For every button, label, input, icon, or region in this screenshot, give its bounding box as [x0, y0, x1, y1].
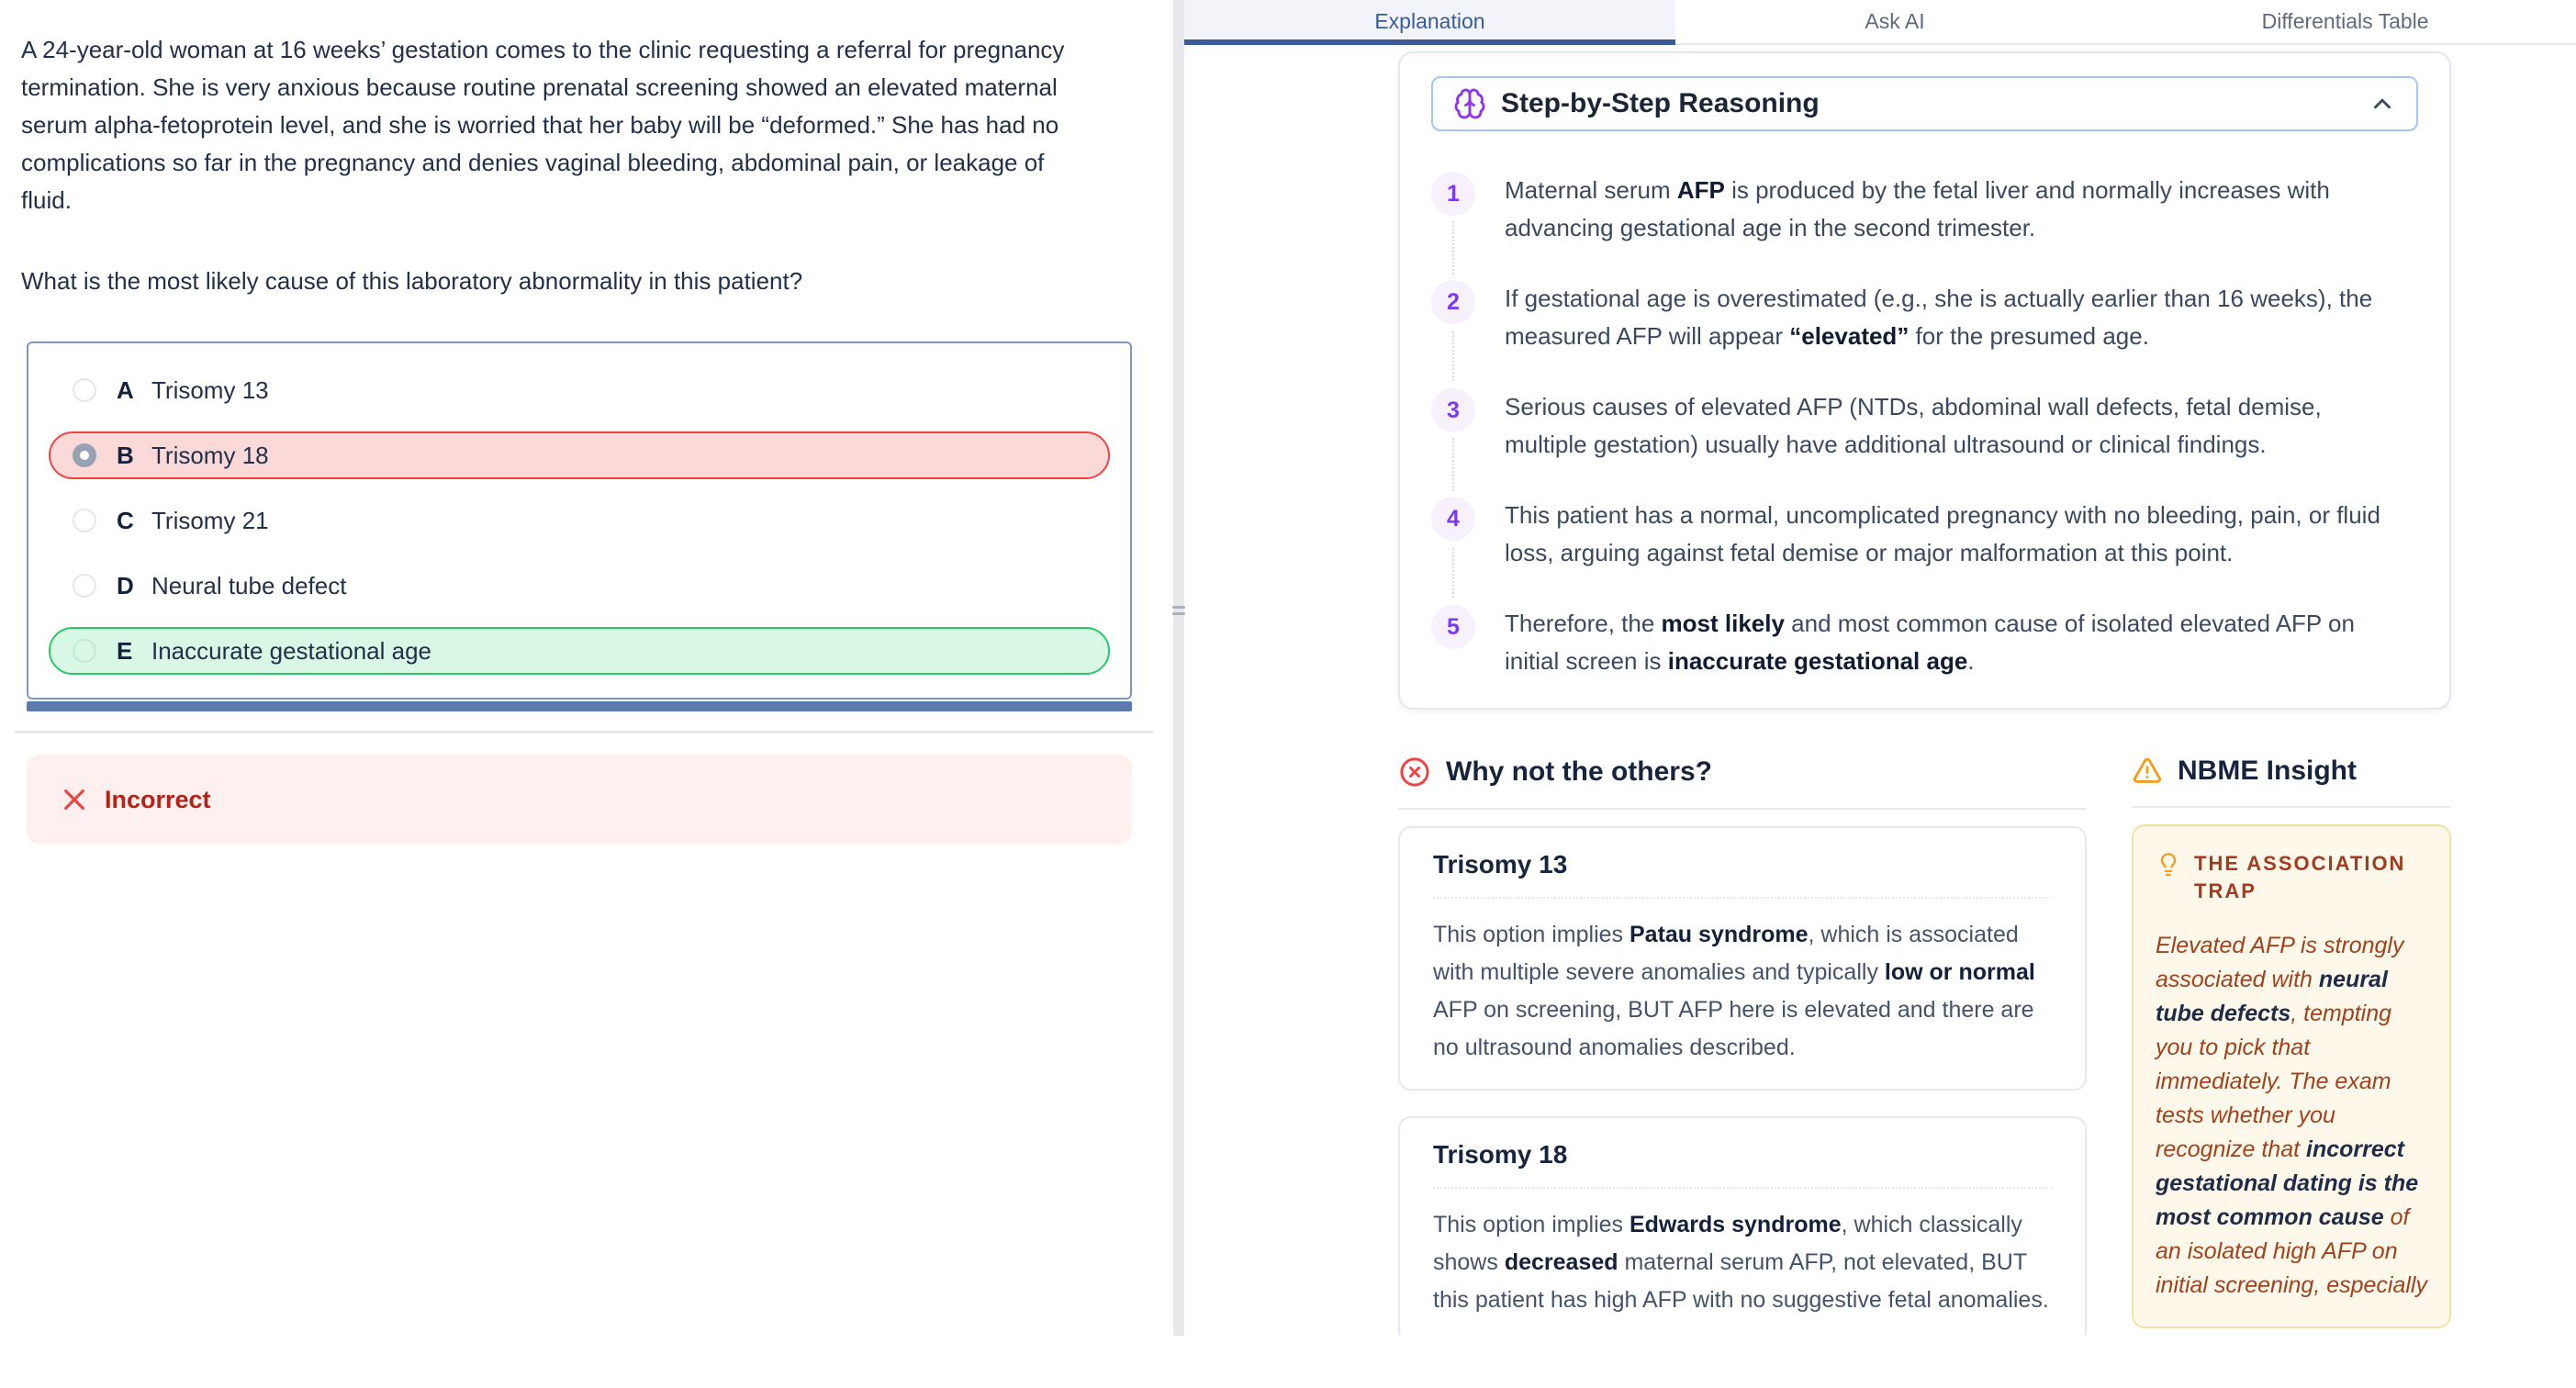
- step-text: Therefore, the most likely and most common cause of isolated elevated AFP on initial screen is inaccurate gestational age.: [1505, 610, 2355, 675]
- reasoning-step: [1431, 605, 2418, 680]
- section-title: Why not the others?: [1446, 756, 1712, 787]
- x-circle-icon: [1398, 756, 1431, 789]
- horizontal-divider: [15, 731, 1153, 733]
- tab-differentials-table[interactable]: Differentials Table: [2114, 0, 2576, 43]
- why-card-title: Trisomy 18: [1433, 1140, 1568, 1169]
- reasoning-steps: [1431, 172, 2418, 680]
- option-d[interactable]: [49, 562, 1110, 610]
- step-text: This patient has a normal, uncomplicated pregnancy with no bleeding, pain, or fluid loss, arguing against fetal demise or major malformation at this point.: [1505, 501, 2380, 566]
- chevron-up-icon: [2369, 90, 2396, 118]
- question-stem: [0, 31, 1173, 300]
- panel-resize-handle[interactable]: [1173, 0, 1184, 1336]
- step-text: Maternal serum AFP is produced by the fetal liver and normally increases with advancing gestational age in the second trimester.: [1505, 176, 2330, 241]
- brain-icon: [1453, 87, 1486, 120]
- warning-triangle-icon: [2132, 756, 2163, 787]
- radio-button-selected: [73, 443, 96, 467]
- option-label: Trisomy 18: [151, 441, 269, 469]
- reasoning-step: [1431, 280, 2418, 355]
- explanation-content: [1184, 45, 2576, 1336]
- reasoning-step: [1431, 172, 2418, 247]
- reasoning-collapse-header[interactable]: [1431, 76, 2418, 131]
- result-label: Incorrect: [105, 785, 211, 813]
- radio-button: [73, 574, 96, 598]
- option-label: Neural tube defect: [151, 571, 347, 599]
- radio-button: [73, 378, 96, 402]
- reasoning-step: [1431, 497, 2418, 572]
- question-paragraph: A 24-year-old woman at 16 weeks’ gestation comes to the clinic requesting a referral for pregnancy termination. She is very anxious because routine prenatal screening showed an elevated maternal serum alpha-fetoprotein level, and she is worried that her baby will be “deformed.” She has had no complications so far in the pregnancy and denies vaginal bleeding, abdominal pain, or leakage of fluid.: [21, 36, 1065, 214]
- option-letter: C: [117, 506, 134, 534]
- section-rule: [1398, 808, 2087, 810]
- option-label: Trisomy 21: [151, 506, 269, 534]
- step-text: Serious causes of elevated AFP (NTDs, abdominal wall defects, fetal demise, multiple gestation) usually have additional ultrasound or clinical findings.: [1505, 393, 2322, 458]
- insight-body: Elevated AFP is strongly associated with neural tube defects, tempting you to pick that immediately. The exam tests whether you recognize that incorrect gestational dating is the most common cause of an isolated high AFP on initial screening, especially: [2156, 933, 2427, 1298]
- section-title: NBME Insight: [2178, 756, 2357, 786]
- nbme-insight-card: [2132, 824, 2451, 1328]
- reasoning-title: Step-by-Step Reasoning: [1501, 88, 1820, 118]
- card-divider: [1433, 897, 2052, 899]
- question-lead-in: What is the most likely cause of this laboratory abnormality in this patient?: [21, 267, 803, 295]
- option-letter: E: [117, 636, 133, 665]
- option-label: Trisomy 13: [151, 375, 269, 404]
- insight-card-title: THE ASSOCIATION TRAP: [2194, 852, 2406, 902]
- insight-card-header: [2156, 850, 2427, 905]
- bottom-sections: [1398, 756, 2451, 1336]
- why-card-title: Trisomy 13: [1433, 850, 1568, 879]
- tab-explanation[interactable]: Explanation: [1184, 0, 1675, 43]
- step-number-badge: 5: [1431, 605, 1475, 649]
- nbme-insight-heading: [2132, 756, 2451, 787]
- why-not-section: [1398, 756, 2087, 1336]
- option-letter: D: [117, 571, 134, 599]
- card-divider: [1433, 1187, 2052, 1189]
- section-rule: [2132, 806, 2451, 808]
- radio-button: [73, 639, 96, 663]
- grip-icon: [1172, 606, 1185, 615]
- option-label: Inaccurate gestational age: [151, 636, 431, 665]
- x-icon: [60, 785, 89, 814]
- tab-bar: [1184, 0, 2576, 45]
- why-not-card-trisomy-13: [1398, 826, 2087, 1091]
- step-number-badge: 3: [1431, 388, 1475, 432]
- why-card-body: This option implies Patau syndrome, which is associated with multiple severe anomalies and typically low or normal AFP on screening, BUT AFP here is elevated and there are no ultrasound anomalies described.: [1433, 922, 2035, 1060]
- tab-ask-ai[interactable]: Ask AI: [1675, 0, 2114, 43]
- reasoning-step: [1431, 388, 2418, 464]
- option-letter: B: [117, 441, 134, 469]
- option-a[interactable]: [49, 366, 1110, 414]
- step-number-badge: 2: [1431, 280, 1475, 324]
- step-text: If gestational age is overestimated (e.g., she is actually earlier than 16 weeks), the measured AFP will appear “elevated” for the presumed age.: [1505, 285, 2373, 350]
- nbme-insight-section: [2132, 756, 2451, 1336]
- option-c[interactable]: [49, 497, 1110, 544]
- explanation-panel: [1184, 0, 2576, 1336]
- option-e[interactable]: [49, 627, 1110, 675]
- step-number-badge: 1: [1431, 172, 1475, 216]
- why-not-heading: [1398, 756, 2087, 789]
- question-resize-bar[interactable]: [27, 701, 1132, 711]
- why-card-body: This option implies Edwards syndrome, which classically shows decreased maternal serum AFP, not elevated, BUT this patient has high AFP with no suggestive fetal anomalies.: [1433, 1212, 2049, 1313]
- why-not-card-trisomy-18: [1398, 1116, 2087, 1336]
- lightbulb-icon: [2156, 852, 2181, 878]
- answer-options-box: [27, 341, 1132, 700]
- result-banner: [27, 755, 1132, 845]
- step-number-badge: 4: [1431, 497, 1475, 541]
- option-letter: A: [117, 375, 134, 404]
- radio-button: [73, 509, 96, 532]
- reasoning-card: [1398, 51, 2451, 710]
- question-panel: [0, 0, 1173, 1336]
- option-b[interactable]: [49, 431, 1110, 479]
